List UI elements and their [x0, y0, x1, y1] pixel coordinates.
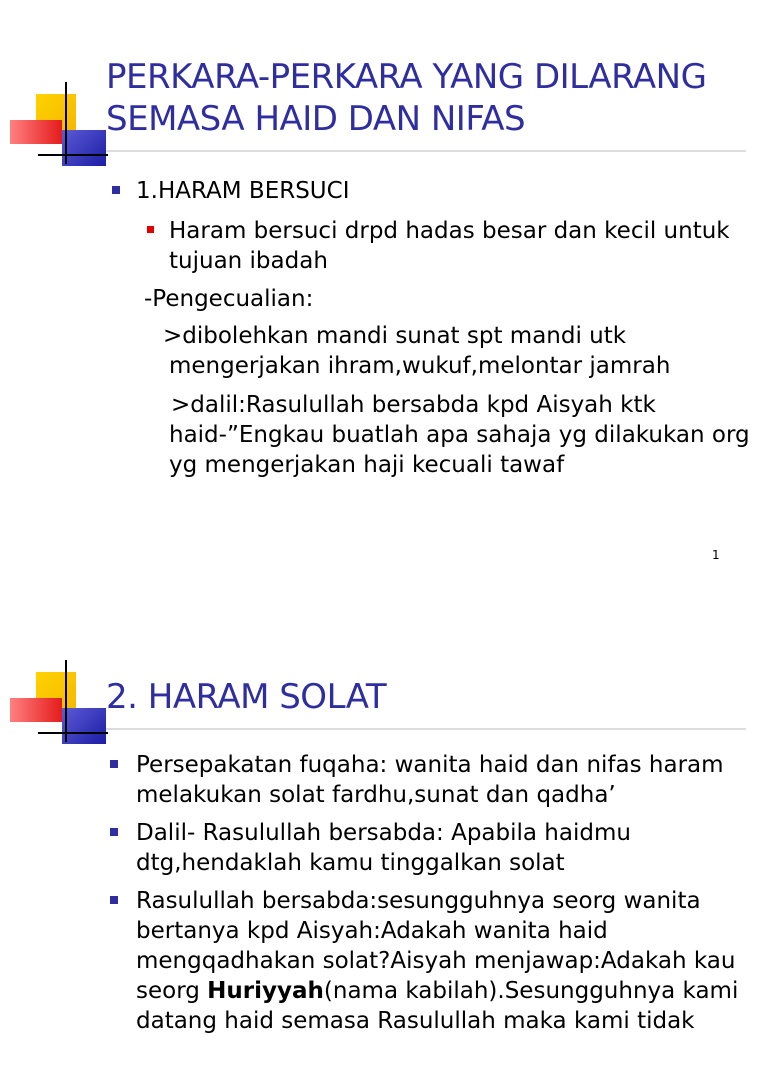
- exception-label: -Pengecualian:: [144, 286, 314, 312]
- title-divider: [106, 728, 746, 730]
- dalil-text: >dalil:Rasulullah bersabda kpd Aisyah ktk haid-”Engkau buatlah apa sahaja yg dilakukan org yg mengerjakan haji kecuali tawaf: [169, 392, 750, 478]
- bullet-text: Rasulullah bersabda:sesungguhnya seorg wanita bertanya kpd Aisyah:Adakah wanita haid mengqadhakan solat?Aisyah menjawap:Adakah kau seorg Huriyyah(nama kabilah).Sesungguhnya kami datang haid semasa Rasulullah maka kami tidak: [136, 888, 739, 1034]
- bullet-text: Persepakatan fuqaha: wanita haid dan nifas haram melakukan solat fardhu,sunat dan qadha’: [136, 752, 724, 808]
- bullet-text: Dalil- Rasulullah bersabda: Apabila haidmu dtg,hendaklah kamu tinggalkan solat: [136, 820, 631, 876]
- bullet-square-icon: [112, 186, 120, 194]
- title-divider: [106, 150, 746, 152]
- slide-title: [106, 56, 706, 140]
- sub-bullet-text: Haram bersuci drpd hadas besar dan kecil untuk tujuan ibadah: [169, 218, 730, 274]
- exception-text: >dibolehkan mandi sunat spt mandi utk mengerjakan ihram,wukuf,melontar jamrah: [163, 323, 671, 379]
- sub-bullet-square-icon: [147, 226, 154, 233]
- slide-2: [0, 578, 768, 1090]
- decorative-squares-logo: [10, 660, 110, 750]
- page-number: 1: [712, 548, 720, 562]
- bullet-square-icon: [110, 828, 118, 836]
- bullet-text: 1.HARAM BERSUCI: [136, 178, 350, 204]
- title-line: SEMASA HAID DAN NIFAS: [106, 99, 526, 139]
- decorative-squares-logo: [10, 82, 110, 172]
- bullet-square-icon: [110, 896, 118, 904]
- bold-term: Huriyyah: [207, 978, 324, 1004]
- title-line: PERKARA-PERKARA YANG DILARANG: [106, 57, 707, 97]
- slide-title: 2. HARAM SOLAT: [106, 677, 387, 717]
- bullet-square-icon: [110, 760, 118, 768]
